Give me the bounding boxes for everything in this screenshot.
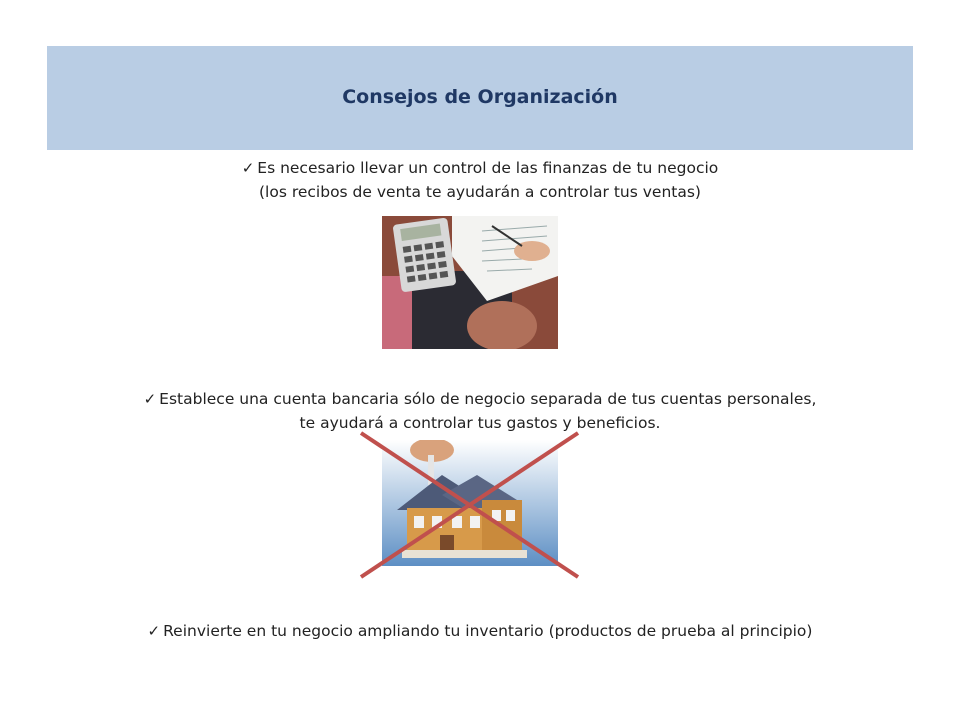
- bullet-reinvest: [0, 619, 960, 643]
- calculator-photo: [382, 216, 558, 349]
- bullet-finances-line1: Es necesario llevar un control de las finanzas de tu negocio: [257, 159, 719, 177]
- house-photo: [382, 440, 558, 566]
- checkmark-icon: ✓: [147, 622, 161, 640]
- bullet-reinvest-line1: Reinvierte en tu negocio ampliando tu inventario (productos de prueba al principio): [163, 622, 813, 640]
- bullet-finances: [0, 156, 960, 204]
- checkmark-icon: ✓: [241, 159, 255, 177]
- bullet-bank-line2: te ayudará a controlar tus gastos y beneficios.: [299, 414, 661, 432]
- page-title: Consejos de Organización: [342, 86, 618, 108]
- bullet-finances-line2: (los recibos de venta te ayudarán a controlar tus ventas): [259, 183, 701, 201]
- checkmark-icon: ✓: [143, 390, 157, 408]
- bullet-bank-account: [0, 387, 960, 435]
- bullet-bank-line1: Establece una cuenta bancaria sólo de negocio separada de tus cuentas personales,: [159, 390, 817, 408]
- title-band: [47, 46, 913, 150]
